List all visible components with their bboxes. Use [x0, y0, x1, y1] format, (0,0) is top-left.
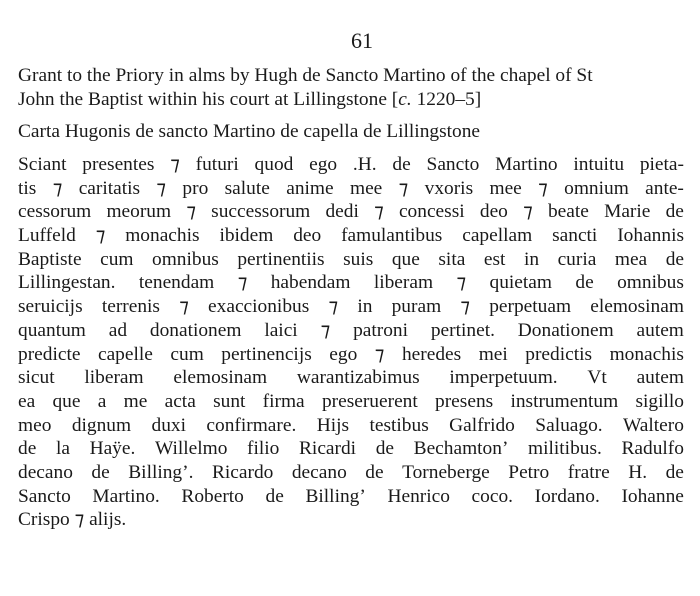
body-word: curia — [557, 248, 597, 270]
body-word: ego — [329, 343, 358, 365]
heading-line-1: Grant to the Priory in alms by Hugh de Sancto Martino of the chapel of St — [18, 65, 593, 86]
body-line — [18, 248, 684, 272]
body-word: donationem — [149, 319, 242, 341]
body-word: Hijs — [316, 414, 350, 436]
body-word: ⁊ — [523, 201, 533, 223]
body-word: ⁊ — [179, 296, 189, 318]
body-word: Billing’ — [305, 485, 366, 507]
body-word: alijs. — [89, 509, 127, 531]
body-word: ⁊ — [398, 177, 409, 199]
body-word: Martino. — [92, 485, 160, 507]
body-word: decano — [18, 461, 73, 483]
charter-summary-heading — [18, 64, 684, 111]
body-word: duxi — [151, 414, 186, 436]
body-word: de — [91, 461, 110, 483]
body-word: Torneberge — [402, 461, 490, 483]
body-word: futuri — [195, 154, 239, 175]
body-line — [18, 390, 684, 414]
body-word: autem — [636, 319, 684, 341]
body-word: Petro — [508, 461, 550, 483]
body-word: famulantibus — [341, 225, 443, 247]
body-line — [18, 271, 684, 295]
body-word: cessorum — [18, 201, 92, 223]
body-word: pertinencijs — [221, 343, 312, 365]
body-word: preseruerent — [321, 390, 418, 412]
body-word: sancti — [552, 225, 598, 247]
body-word: exaccionibus — [208, 296, 310, 318]
body-word: capelle — [97, 343, 153, 365]
body-word: habendam — [270, 272, 351, 294]
body-word: ⁊ — [374, 201, 384, 223]
body-word: ⁊ — [460, 296, 470, 318]
body-word: predicte — [18, 343, 81, 365]
body-line — [18, 461, 684, 485]
body-word: militibus. — [528, 438, 602, 460]
body-word: de — [665, 201, 684, 223]
body-word: meorum — [106, 201, 172, 223]
body-word: concessi — [398, 201, 465, 223]
body-line — [18, 177, 684, 201]
charter-body-text — [18, 153, 684, 532]
body-word: de — [665, 461, 684, 483]
body-word: liberam — [84, 367, 144, 389]
body-word: omnium — [564, 177, 629, 199]
body-word: anime — [286, 177, 334, 199]
body-word: ⁊ — [328, 296, 339, 318]
body-word: tenendam — [138, 272, 215, 294]
body-word: Iohanne — [621, 485, 684, 507]
body-word: ⁊ — [538, 177, 548, 199]
document-page — [18, 0, 684, 532]
body-word: fratre — [567, 461, 610, 483]
body-line — [18, 224, 684, 248]
body-word: deo — [479, 201, 508, 223]
body-word: ⁊ — [52, 177, 63, 199]
body-word: ad — [108, 319, 128, 341]
body-word: H. — [628, 461, 648, 483]
body-word: .H. — [352, 154, 377, 175]
body-line — [18, 508, 684, 532]
body-word: de — [575, 272, 594, 294]
body-word: a — [97, 390, 107, 412]
body-word: decano — [291, 461, 347, 483]
body-word: ego — [309, 154, 338, 175]
body-word: firma — [262, 390, 305, 412]
body-word: imperpetuum. — [449, 367, 558, 389]
body-word: instrumentum — [510, 390, 619, 412]
body-line — [18, 319, 684, 343]
body-word: Sciant — [18, 154, 67, 175]
body-word: ⁊ — [170, 154, 180, 175]
body-word: vxoris — [424, 177, 474, 199]
body-word: quantum — [18, 319, 86, 341]
body-word: de — [392, 154, 411, 175]
body-word: ⁊ — [237, 272, 248, 294]
body-word: Waltero — [623, 414, 684, 436]
body-word: suis — [343, 248, 374, 270]
body-word: mea — [614, 248, 648, 270]
body-word: Luffeld — [18, 225, 76, 247]
body-word: elemosinam — [590, 296, 684, 318]
body-word: me — [123, 390, 148, 412]
body-word: laici — [264, 319, 298, 341]
body-word: dedi — [325, 201, 359, 223]
body-word: in — [357, 296, 373, 318]
body-line — [18, 200, 684, 224]
body-word: Roberto — [181, 485, 244, 507]
body-word: Baptiste — [18, 248, 82, 270]
body-line — [18, 153, 684, 177]
body-line — [18, 366, 684, 390]
body-word: confirmare. — [206, 414, 297, 436]
body-word: autem — [636, 367, 684, 389]
body-word: Ricardi — [299, 438, 357, 460]
body-word: omnibus — [152, 248, 219, 270]
body-word: quietam — [489, 272, 552, 294]
body-word: coco. — [471, 485, 513, 507]
body-word: omnibus — [617, 272, 684, 294]
body-line — [18, 485, 684, 509]
body-word: cum — [100, 248, 134, 270]
body-word: in — [523, 248, 540, 270]
body-word: Galfrido — [449, 414, 515, 436]
body-word: ⁊ — [320, 319, 331, 341]
body-word: ea — [18, 390, 36, 412]
body-word: Sancto — [18, 485, 71, 507]
heading-line-2-text: John the Baptist within his court at Lillingstone [ — [18, 88, 399, 110]
body-word: presens — [435, 390, 494, 412]
body-word: est — [483, 248, 506, 270]
body-word: ⁊ — [374, 343, 385, 365]
page-number: 61 — [351, 28, 373, 53]
body-line — [18, 414, 684, 438]
body-word: mee — [489, 177, 522, 199]
body-word: mee — [349, 177, 383, 199]
body-word: la — [55, 438, 70, 460]
body-word: beate — [547, 201, 589, 223]
body-word: Willelmo — [154, 438, 228, 460]
body-word: terrenis — [101, 296, 160, 318]
body-word: de — [665, 248, 684, 270]
body-word: sunt — [213, 390, 246, 412]
latin-charter-title: Carta Hugonis de sancto Martino de capella de Lillingstone — [18, 121, 481, 142]
body-word: patroni — [353, 319, 408, 341]
body-word: ⁊ — [74, 509, 90, 531]
body-word: caritatis — [78, 177, 141, 199]
body-word: de — [265, 485, 284, 507]
body-word: Ricardo — [211, 461, 274, 483]
body-word: que — [391, 248, 420, 270]
body-word: tis — [18, 177, 37, 199]
body-word: Vt — [587, 367, 607, 389]
body-line — [18, 437, 684, 461]
heading-date-range: 1220–5] — [411, 88, 482, 110]
body-word: Crispo — [18, 509, 75, 531]
body-word: ⁊ — [186, 201, 196, 223]
body-word: Marie — [604, 201, 651, 223]
body-word: de — [375, 438, 395, 460]
body-word: sicut — [18, 367, 55, 389]
body-word: Donationem — [517, 319, 614, 341]
body-word: seruicijs — [18, 296, 83, 318]
body-word: pertinentiis — [237, 248, 325, 270]
body-word: heredes — [401, 343, 462, 365]
body-word: sita — [438, 248, 466, 270]
body-word: mei — [478, 343, 508, 365]
body-word: dignum — [71, 414, 132, 436]
body-word: que — [52, 390, 81, 412]
body-word: Bechamton’ — [413, 438, 509, 460]
heading-line-2 — [18, 88, 684, 112]
body-word: Iohannis — [617, 225, 684, 247]
body-word: testibus — [369, 414, 429, 436]
body-word: acta — [164, 390, 196, 412]
body-word: monachis — [125, 225, 200, 247]
body-word: presentes — [82, 154, 155, 175]
body-word: Billing’. — [128, 461, 194, 483]
body-word: liberam — [373, 272, 434, 294]
body-word: Haÿe. — [89, 438, 136, 460]
body-word: Martino — [495, 154, 558, 175]
body-word: salute — [224, 177, 270, 199]
body-word: pertinet. — [430, 319, 495, 341]
body-word: monachis — [609, 343, 684, 365]
body-word: capellam — [462, 225, 533, 247]
body-word: ⁊ — [156, 177, 167, 199]
body-word: ⁊ — [456, 272, 467, 294]
body-word: predictis — [525, 343, 593, 365]
body-word: quod — [254, 154, 294, 175]
body-word: warantizabimus — [296, 367, 420, 389]
body-word: filio — [247, 438, 280, 460]
body-word: intuitu — [573, 154, 625, 175]
body-word: successorum — [211, 201, 311, 223]
body-word: puram — [391, 296, 442, 318]
body-word: deo — [293, 225, 322, 247]
body-word: Lillingestan. — [18, 272, 116, 294]
body-word: Sancto — [426, 154, 480, 175]
body-word: ⁊ — [95, 225, 106, 247]
body-word: pieta- — [639, 154, 684, 175]
body-word: Henrico — [387, 485, 450, 507]
body-word: de — [18, 438, 37, 460]
body-line — [18, 295, 684, 319]
body-word: ante- — [645, 177, 684, 199]
body-word: ibidem — [219, 225, 274, 247]
body-word: Saluago. — [535, 414, 603, 436]
body-word: Radulfo — [621, 438, 684, 460]
body-word: perpetuam — [489, 296, 572, 318]
body-word: Iordano. — [534, 485, 600, 507]
body-word: pro — [182, 177, 209, 199]
body-line — [18, 343, 684, 367]
body-word: de — [365, 461, 384, 483]
body-word: cum — [170, 343, 204, 365]
body-word: elemosinam — [173, 367, 268, 389]
body-word: sigillo — [635, 390, 684, 412]
body-word: meo — [18, 414, 52, 436]
heading-circa-abbrev: c. — [398, 88, 412, 110]
